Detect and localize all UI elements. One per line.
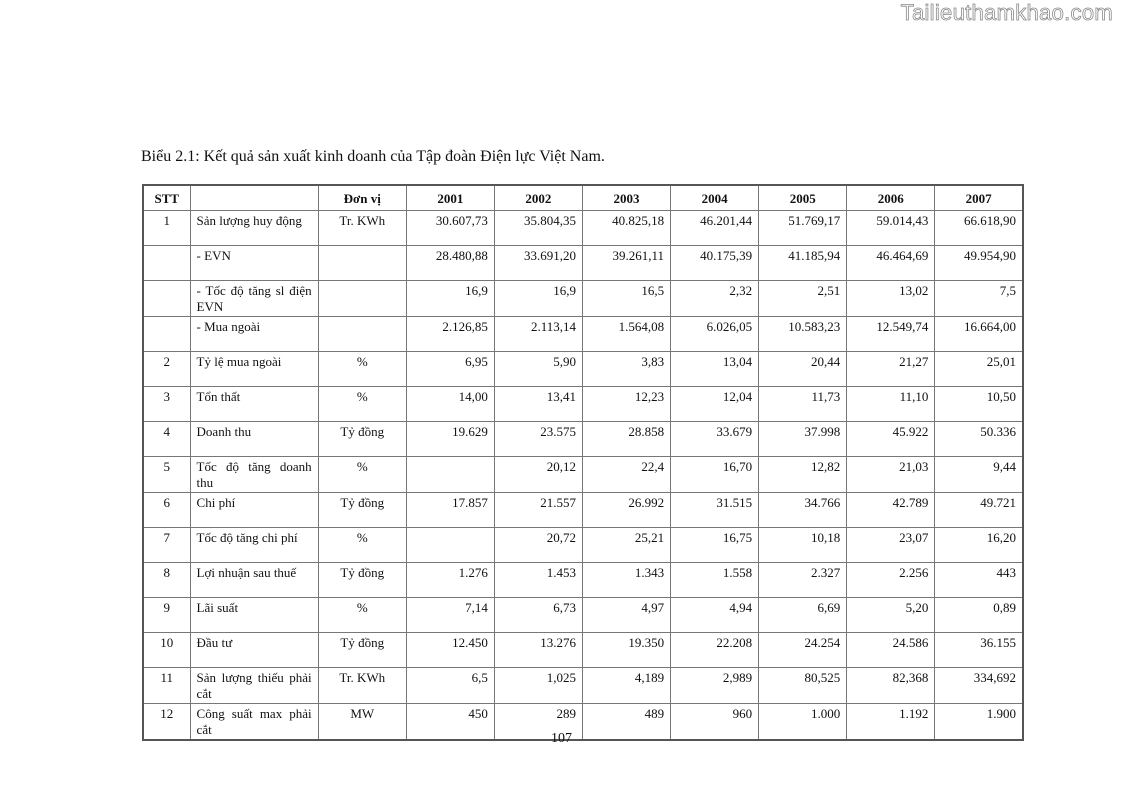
row-indicator: - Tốc độ tăng sl điện EVN (190, 281, 318, 317)
row-value: 2.327 (759, 563, 847, 598)
row-value (406, 457, 494, 493)
row-value: 7,5 (935, 281, 1023, 317)
row-value: 1.192 (847, 704, 935, 741)
row-stt: 7 (143, 528, 190, 563)
row-unit: Tr. KWh (318, 668, 406, 704)
row-value: 37.998 (759, 422, 847, 457)
row-value: 6,69 (759, 598, 847, 633)
row-value: 30.607,73 (406, 211, 494, 246)
row-value: 11,10 (847, 387, 935, 422)
row-value: 12.549,74 (847, 317, 935, 352)
row-value: 16,70 (671, 457, 759, 493)
row-value: 23.575 (494, 422, 582, 457)
table-row (143, 317, 1023, 352)
row-value: 6.026,05 (671, 317, 759, 352)
row-value: 16,75 (671, 528, 759, 563)
table-row (143, 633, 1023, 668)
row-value: 25,21 (582, 528, 670, 563)
row-value: 6,95 (406, 352, 494, 387)
row-stt: 3 (143, 387, 190, 422)
table-row (143, 211, 1023, 246)
row-indicator: Tổn thất (190, 387, 318, 422)
row-value: 23,07 (847, 528, 935, 563)
row-unit: % (318, 457, 406, 493)
row-unit: Tr. KWh (318, 211, 406, 246)
row-indicator: Lãi suất (190, 598, 318, 633)
row-value: 33.679 (671, 422, 759, 457)
row-value: 1.558 (671, 563, 759, 598)
table-row (143, 528, 1023, 563)
row-value: 45.922 (847, 422, 935, 457)
row-indicator: - EVN (190, 246, 318, 281)
row-stt (143, 281, 190, 317)
row-value: 16,5 (582, 281, 670, 317)
row-value: 82,368 (847, 668, 935, 704)
row-value: 22,4 (582, 457, 670, 493)
row-value: 12,04 (671, 387, 759, 422)
row-value: 19.629 (406, 422, 494, 457)
row-value: 10,18 (759, 528, 847, 563)
table-row (143, 668, 1023, 704)
row-value: 20,12 (494, 457, 582, 493)
row-value: 16,9 (494, 281, 582, 317)
row-value: 4,189 (582, 668, 670, 704)
row-stt (143, 317, 190, 352)
row-unit: % (318, 387, 406, 422)
table-row (143, 387, 1023, 422)
row-indicator: Chi phí (190, 493, 318, 528)
row-value: 21,03 (847, 457, 935, 493)
header-row (143, 185, 1023, 211)
row-value: 289 (494, 704, 582, 741)
row-value: 16,9 (406, 281, 494, 317)
row-value: 20,72 (494, 528, 582, 563)
row-unit: % (318, 528, 406, 563)
row-value: 13,02 (847, 281, 935, 317)
column-header-item (190, 185, 318, 211)
row-value: 2,989 (671, 668, 759, 704)
row-unit: Tỷ đồng (318, 563, 406, 598)
row-stt: 10 (143, 633, 190, 668)
row-value: 2,51 (759, 281, 847, 317)
row-unit: MW (318, 704, 406, 741)
row-value: 20,44 (759, 352, 847, 387)
row-stt (143, 246, 190, 281)
row-indicator: Tốc độ tăng chi phí (190, 528, 318, 563)
row-value: 1.000 (759, 704, 847, 741)
column-header-year: 2004 (671, 185, 759, 211)
row-value: 5,90 (494, 352, 582, 387)
table-row (143, 598, 1023, 633)
table-row (143, 246, 1023, 281)
row-value: 10,50 (935, 387, 1023, 422)
column-header-year: 2003 (582, 185, 670, 211)
row-value: 34.766 (759, 493, 847, 528)
row-value: 12,82 (759, 457, 847, 493)
row-value: 14,00 (406, 387, 494, 422)
row-value: 450 (406, 704, 494, 741)
row-value: 66.618,90 (935, 211, 1023, 246)
row-value: 39.261,11 (582, 246, 670, 281)
row-value: 4,94 (671, 598, 759, 633)
row-stt: 8 (143, 563, 190, 598)
row-stt: 5 (143, 457, 190, 493)
row-value: 26.992 (582, 493, 670, 528)
row-unit (318, 317, 406, 352)
row-indicator: - Mua ngoài (190, 317, 318, 352)
row-stt: 12 (143, 704, 190, 741)
row-value: 31.515 (671, 493, 759, 528)
row-value: 1.564,08 (582, 317, 670, 352)
row-value: 41.185,94 (759, 246, 847, 281)
row-value: 0,89 (935, 598, 1023, 633)
table-row (143, 457, 1023, 493)
row-stt: 6 (143, 493, 190, 528)
row-value: 42.789 (847, 493, 935, 528)
row-value: 21,27 (847, 352, 935, 387)
row-value: 1.453 (494, 563, 582, 598)
row-value: 443 (935, 563, 1023, 598)
row-value: 4,97 (582, 598, 670, 633)
row-value: 16.664,00 (935, 317, 1023, 352)
row-value: 28.480,88 (406, 246, 494, 281)
row-value: 9,44 (935, 457, 1023, 493)
row-stt: 11 (143, 668, 190, 704)
table-caption: Biểu 2.1: Kết quả sản xuất kinh doanh của Tập đoàn Điện lực Việt Nam. (141, 148, 605, 165)
row-value: 5,20 (847, 598, 935, 633)
row-value: 2,32 (671, 281, 759, 317)
row-value: 33.691,20 (494, 246, 582, 281)
row-value: 1.276 (406, 563, 494, 598)
row-unit: Tỷ đồng (318, 633, 406, 668)
table-row (143, 563, 1023, 598)
results-table (142, 184, 1024, 741)
row-value: 13,04 (671, 352, 759, 387)
row-value: 80,525 (759, 668, 847, 704)
row-value: 35.804,35 (494, 211, 582, 246)
table-row (143, 422, 1023, 457)
row-unit: % (318, 598, 406, 633)
row-indicator: Tốc độ tăng doanh thu (190, 457, 318, 493)
row-indicator: Đầu tư (190, 633, 318, 668)
row-value: 13.276 (494, 633, 582, 668)
table-row (143, 281, 1023, 317)
row-indicator: Tỷ lệ mua ngoài (190, 352, 318, 387)
row-indicator: Lợi nhuận sau thuế (190, 563, 318, 598)
row-value: 51.769,17 (759, 211, 847, 246)
row-value: 36.155 (935, 633, 1023, 668)
row-value: 13,41 (494, 387, 582, 422)
row-unit: Tỷ đồng (318, 493, 406, 528)
row-value: 25,01 (935, 352, 1023, 387)
row-value: 334,692 (935, 668, 1023, 704)
row-indicator: Sản lượng huy động (190, 211, 318, 246)
row-unit (318, 281, 406, 317)
row-value: 11,73 (759, 387, 847, 422)
column-header-stt: STT (143, 185, 190, 211)
row-value: 489 (582, 704, 670, 741)
row-unit: Tỷ đồng (318, 422, 406, 457)
row-value: 59.014,43 (847, 211, 935, 246)
watermark: Tailieuthamkhao.com (900, 0, 1113, 25)
row-stt: 4 (143, 422, 190, 457)
row-value: 6,73 (494, 598, 582, 633)
row-value: 16,20 (935, 528, 1023, 563)
row-value: 960 (671, 704, 759, 741)
row-value: 17.857 (406, 493, 494, 528)
row-value: 28.858 (582, 422, 670, 457)
column-header-year: 2007 (935, 185, 1023, 211)
row-value: 21.557 (494, 493, 582, 528)
table-row (143, 352, 1023, 387)
row-value: 49.721 (935, 493, 1023, 528)
page-number: 107 (551, 731, 572, 746)
row-value: 2.113,14 (494, 317, 582, 352)
row-value: 22.208 (671, 633, 759, 668)
row-unit: % (318, 352, 406, 387)
column-header-unit: Đơn vị (318, 185, 406, 211)
row-stt: 1 (143, 211, 190, 246)
row-value: 46.464,69 (847, 246, 935, 281)
row-unit (318, 246, 406, 281)
row-value: 50.336 (935, 422, 1023, 457)
row-value: 12.450 (406, 633, 494, 668)
row-value: 2.126,85 (406, 317, 494, 352)
column-header-year: 2005 (759, 185, 847, 211)
row-value: 2.256 (847, 563, 935, 598)
column-header-year: 2001 (406, 185, 494, 211)
row-value: 24.254 (759, 633, 847, 668)
row-value: 1.343 (582, 563, 670, 598)
row-value: 49.954,90 (935, 246, 1023, 281)
row-value: 46.201,44 (671, 211, 759, 246)
row-indicator: Công suất max phải cắt (190, 704, 318, 741)
row-value: 1,025 (494, 668, 582, 704)
row-value: 24.586 (847, 633, 935, 668)
row-value: 40.175,39 (671, 246, 759, 281)
row-stt: 2 (143, 352, 190, 387)
row-value (406, 528, 494, 563)
column-header-year: 2006 (847, 185, 935, 211)
row-stt: 9 (143, 598, 190, 633)
row-indicator: Doanh thu (190, 422, 318, 457)
row-value: 12,23 (582, 387, 670, 422)
row-value: 6,5 (406, 668, 494, 704)
row-value: 1.900 (935, 704, 1023, 741)
column-header-year: 2002 (494, 185, 582, 211)
row-value: 10.583,23 (759, 317, 847, 352)
row-value: 3,83 (582, 352, 670, 387)
row-indicator: Sản lượng thiếu phải cắt (190, 668, 318, 704)
row-value: 7,14 (406, 598, 494, 633)
row-value: 19.350 (582, 633, 670, 668)
table-row (143, 493, 1023, 528)
row-value: 40.825,18 (582, 211, 670, 246)
